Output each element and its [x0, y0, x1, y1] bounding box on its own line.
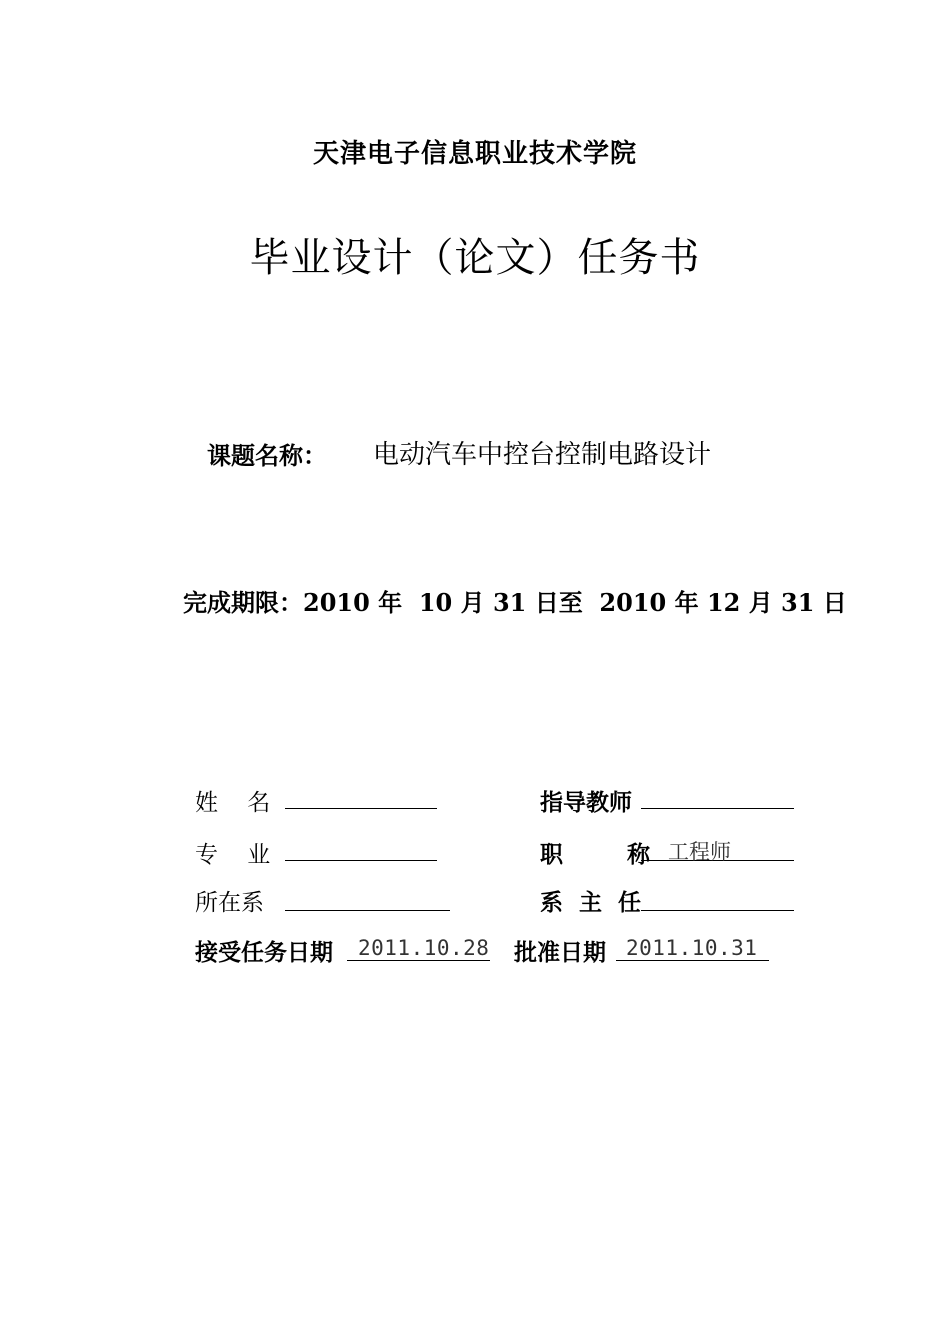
department-head-field-line [641, 910, 794, 911]
approve-date-value: 2011.10.31 [626, 936, 758, 960]
deadline-text: 完成期限：2010 年 10 月 31 日至 2010 年 12 月 31 日 [183, 588, 847, 617]
accept-date-value: 2011.10.28 [358, 936, 490, 960]
department-head-label: 系 主 任 [540, 890, 642, 916]
major-field-line [285, 860, 437, 861]
topic-label: 课题名称： [207, 442, 327, 470]
advisor-field-line [641, 808, 794, 809]
name-label: 姓 名 [195, 790, 271, 816]
major-label: 专 业 [195, 842, 271, 868]
approve-date-line [616, 960, 769, 961]
department-field-line [285, 910, 450, 911]
school-name: 天津电子信息职业技术学院 [312, 139, 637, 169]
accept-date-line [347, 960, 490, 961]
accept-date-label: 接受任务日期 [195, 940, 333, 966]
document-title: 毕业设计（论文）任务书 [249, 235, 701, 281]
department-label: 所在系 [195, 890, 264, 916]
name-field-line [285, 808, 437, 809]
title-label: 职 称 [540, 842, 651, 868]
title-value: 工程师 [668, 840, 731, 864]
topic-value: 电动汽车中控台控制电路设计 [373, 440, 712, 470]
approve-date-label: 批准日期 [514, 940, 606, 966]
advisor-label: 指导教师 [540, 790, 632, 816]
